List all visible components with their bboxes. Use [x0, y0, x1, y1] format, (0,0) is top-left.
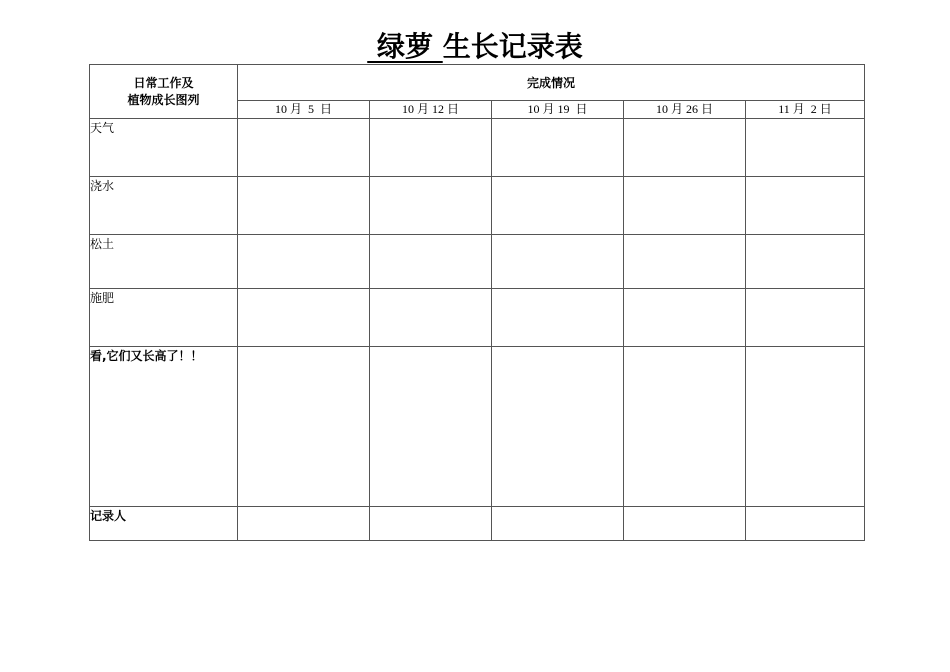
- row-label-weather: 天气: [90, 119, 238, 177]
- record-cell[interactable]: [370, 235, 492, 289]
- record-cell[interactable]: [624, 507, 746, 541]
- record-cell[interactable]: [238, 119, 370, 177]
- table-row: [90, 119, 865, 177]
- row-label-loosening: 松土: [90, 235, 238, 289]
- record-cell[interactable]: [238, 289, 370, 347]
- growth-record-table: [89, 64, 865, 541]
- row-label-fertilizing: 施肥: [90, 289, 238, 347]
- record-cell[interactable]: [746, 235, 865, 289]
- record-cell[interactable]: [370, 507, 492, 541]
- record-cell[interactable]: [370, 347, 492, 507]
- date-header-4: 10 月 26 日: [624, 101, 746, 119]
- date-header-5: 11 月 2 日: [746, 101, 865, 119]
- record-cell[interactable]: [238, 235, 370, 289]
- record-cell[interactable]: [624, 119, 746, 177]
- record-cell[interactable]: [746, 289, 865, 347]
- record-cell[interactable]: [624, 289, 746, 347]
- plant-name: 绿萝: [367, 30, 443, 63]
- record-cell[interactable]: [624, 235, 746, 289]
- title-suffix: 生长记录表: [442, 30, 583, 63]
- record-cell[interactable]: [746, 119, 865, 177]
- record-cell[interactable]: [492, 347, 624, 507]
- table-row: [90, 507, 865, 541]
- record-cell[interactable]: [492, 235, 624, 289]
- header-work-cell: [90, 65, 238, 119]
- header-status-cell: 完成情况: [238, 65, 865, 101]
- header-left-line-1: 日常工作及: [133, 75, 194, 90]
- row-label-watering: 浇水: [90, 177, 238, 235]
- record-cell[interactable]: [624, 177, 746, 235]
- record-cell[interactable]: [238, 347, 370, 507]
- record-cell[interactable]: [746, 507, 865, 541]
- record-cell[interactable]: [492, 507, 624, 541]
- record-cell[interactable]: [492, 119, 624, 177]
- page-title: [0, 28, 950, 66]
- date-header-3: 10 月 19 日: [492, 101, 624, 119]
- record-cell[interactable]: [624, 347, 746, 507]
- record-cell[interactable]: [492, 177, 624, 235]
- date-header-1: 10 月 5 日: [238, 101, 370, 119]
- record-cell[interactable]: [492, 289, 624, 347]
- record-cell[interactable]: [370, 177, 492, 235]
- row-label-recorder: 记录人: [90, 507, 238, 541]
- record-cell[interactable]: [746, 347, 865, 507]
- record-cell[interactable]: [238, 507, 370, 541]
- table-row: [90, 347, 865, 507]
- row-label-growth: 看,它们又长高了！！: [90, 347, 238, 507]
- table-row: [90, 177, 865, 235]
- record-cell[interactable]: [746, 177, 865, 235]
- record-cell[interactable]: [370, 289, 492, 347]
- table-row: [90, 289, 865, 347]
- record-cell[interactable]: [238, 177, 370, 235]
- record-cell[interactable]: [370, 119, 492, 177]
- date-header-2: 10 月 12 日: [370, 101, 492, 119]
- table-row: [90, 235, 865, 289]
- header-left-line-2: 植物成长图列: [127, 92, 200, 107]
